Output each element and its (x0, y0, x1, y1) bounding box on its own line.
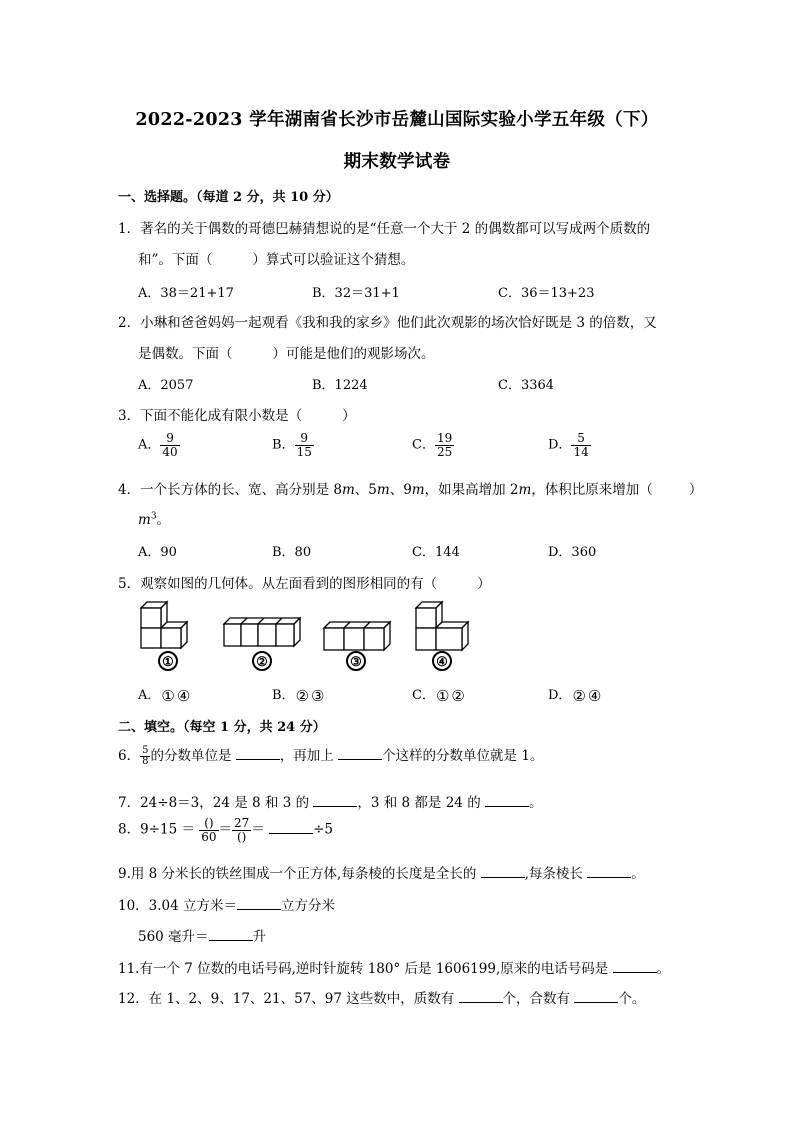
q3-text-b: ） (342, 408, 356, 424)
fraction: $\frac{5}{8}$ (142, 744, 149, 767)
question-3-options (138, 432, 698, 468)
question-4-options (138, 541, 698, 561)
figure-label-4: ④ (432, 651, 452, 671)
answer-blank[interactable] (481, 865, 525, 878)
cube-drawing (410, 600, 474, 652)
option-label: D． (548, 437, 572, 453)
question-10-line1 (118, 894, 688, 914)
q4-text: 4．一个长方体的长、宽、高分别是 8 (118, 482, 342, 498)
figure-label-2: ② (252, 651, 272, 671)
q4-text: 。 (156, 512, 171, 528)
unit-m: m (411, 482, 425, 498)
q6-number: 6． (118, 748, 141, 764)
figure-label-3: ③ (346, 651, 366, 671)
q4-text: 、9 (389, 482, 412, 498)
fraction: $\frac{()}{60}$ (201, 816, 217, 844)
question-5-options (138, 684, 698, 704)
option-a[interactable]: A．38＝21+17 (138, 286, 234, 301)
circled-number: ④ (587, 686, 602, 705)
answer-blank[interactable] (269, 821, 313, 834)
question-1-line1: 1．著名的关于偶数的哥德巴赫猜想说的是“任意一个大于 2 的偶数都可以写成两个质数的 (118, 221, 651, 237)
title-line1: 2022-2023 学年湖南省长沙市岳麓山国际实验小学五年级（下） (135, 110, 659, 130)
answer-blank[interactable] (613, 960, 657, 973)
q10-text: 立方分米 (281, 898, 336, 914)
option-b[interactable] (272, 684, 325, 703)
figure-label-1: ① (158, 651, 178, 671)
option-label: D． (548, 688, 572, 703)
fraction: $\frac{5}{14}$ (573, 431, 589, 459)
q6-text: 的分数单位是 (150, 748, 232, 764)
answer-blank[interactable] (485, 794, 529, 807)
q4-text: ） (688, 482, 703, 498)
cube-drawing (222, 612, 304, 652)
circled-number: ② (451, 686, 465, 705)
q8-text: ÷5 (313, 821, 334, 838)
q11-text: 11.有一个 7 位数的电话号码,逆时针旋转 180° 后是 1606199,原来的电话号码是 (118, 961, 609, 977)
answer-blank[interactable] (459, 990, 503, 1003)
fraction: $\frac{27}{()}$ (234, 816, 250, 844)
option-label: C． (412, 437, 435, 453)
question-4-line1 (118, 478, 703, 498)
q11-text: 。 (656, 961, 671, 977)
unit-m: m (138, 512, 151, 528)
option-label: A． (138, 688, 161, 703)
q10-text: 560 毫升＝ (138, 929, 209, 945)
q8-text: ＝ (218, 821, 233, 838)
answer-blank[interactable] (338, 747, 382, 760)
question-2-line1: 2．小琳和爸爸妈妈一起观看《我和我的家乡》他们此次观影的场次恰好既是 3 的倍数，又 (118, 315, 657, 331)
answer-blank[interactable] (587, 865, 631, 878)
fraction: $\frac{9}{15}$ (296, 431, 312, 459)
q4-text: ，如果高增加 2 (424, 482, 519, 498)
q2-text-b: ）可能是他们的观影场次。 (272, 346, 435, 362)
question-3 (118, 404, 688, 424)
q4-text: 、5 (354, 482, 377, 498)
question-6 (118, 744, 688, 768)
cube-drawing (133, 598, 197, 652)
option-c[interactable]: C．3364 (498, 378, 555, 393)
answer-blank[interactable] (313, 794, 357, 807)
q10-text: 升 (252, 929, 267, 945)
option-b[interactable]: B．32＝31+1 (312, 286, 400, 301)
answer-blank[interactable] (574, 990, 618, 1003)
unit-m: m (518, 482, 532, 498)
option-c[interactable] (412, 684, 466, 703)
question-8 (118, 817, 688, 843)
option-c[interactable]: C．36＝13+23 (498, 286, 595, 301)
question-12 (118, 987, 688, 1007)
unit-m: m (376, 482, 390, 498)
answer-blank[interactable] (209, 928, 253, 941)
option-c[interactable] (412, 432, 454, 458)
question-1-line2 (138, 248, 708, 268)
circled-number: ② (295, 686, 310, 705)
unit-m: m (341, 482, 355, 498)
q5-text-b: ） (477, 576, 491, 592)
answer-blank[interactable] (236, 747, 280, 760)
q5-text-a: 5．观察如图的几何体。从左面看到的图形相同的有（ (118, 576, 438, 592)
circled-number: ④ (176, 686, 191, 705)
option-a[interactable]: A．2057 (138, 378, 194, 393)
solid-figure-4 (410, 600, 474, 652)
q8-text: ＝ (251, 821, 265, 838)
option-label: B． (272, 688, 295, 703)
option-d[interactable] (548, 432, 591, 458)
circled-number: ③ (311, 686, 325, 705)
q8-text: 8．9÷15 ＝ (118, 821, 195, 838)
q12-text: 个，合数有 (502, 991, 571, 1007)
option-a[interactable] (138, 684, 191, 703)
solid-figure-1 (133, 598, 197, 652)
solid-figure-2 (222, 612, 304, 652)
q7-text: 7．24÷8＝3，24 是 8 和 3 的 (118, 795, 310, 811)
option-label: C． (412, 688, 435, 703)
q9-text: 。 (631, 866, 645, 882)
q3-text-a: 3．下面不能化成有限小数是（ (118, 408, 303, 424)
q6-text: ，再加上 (279, 748, 334, 764)
option-d[interactable] (548, 684, 602, 703)
q12-text: 12．在 1、2、9、17、21、57、97 这些数中，质数有 (118, 991, 455, 1007)
question-7 (118, 791, 688, 811)
q1-text-a: 和”。下面（ (138, 252, 213, 268)
q4-text: ，体积比原来增加（ (531, 482, 653, 498)
option-c[interactable]: C．144 (412, 545, 460, 560)
title-line2: 期末数学试卷 (343, 152, 451, 172)
q12-text: 个。 (618, 991, 646, 1007)
question-2-line2 (138, 342, 708, 362)
question-2-options (138, 374, 698, 394)
q7-text: ，3 和 8 都是 24 的 (357, 795, 481, 811)
option-label: A． (138, 437, 161, 453)
circled-number: ① (161, 686, 175, 705)
option-b[interactable] (272, 432, 314, 458)
q2-text-a: 是偶数。下面（ (138, 346, 233, 362)
option-label: B． (272, 437, 295, 453)
circled-number: ② (572, 686, 586, 705)
option-b[interactable]: B．80 (272, 545, 312, 560)
circled-number: ① (435, 686, 450, 705)
q6-text: 个这样的分数单位就是 1。 (382, 748, 544, 764)
option-d[interactable]: D．360 (548, 545, 597, 560)
q9-text: 9.用 8 分米长的铁丝围成一个正方体,每条棱的长度是全长的 (118, 866, 477, 882)
answer-blank[interactable] (237, 897, 281, 910)
section-2-heading: 二、填空。（每空 1 分，共 24 分） (118, 720, 326, 735)
q9-text: ,每条棱长 (524, 866, 583, 882)
q10-text: 10．3.04 立方米＝ (118, 898, 238, 914)
option-a[interactable]: A．90 (138, 545, 177, 560)
question-9 (118, 862, 688, 882)
question-5 (118, 572, 688, 592)
exponent: 3 (150, 511, 157, 522)
q1-text-b: ）算式可以验证这个猜想。 (252, 252, 415, 268)
question-4-line2 (138, 508, 708, 528)
section-1-heading: 一、选择题。（每道 2 分，共 10 分） (118, 190, 339, 205)
option-a[interactable] (138, 432, 180, 458)
fraction: $\frac{9}{40}$ (162, 431, 178, 459)
question-1-options (138, 282, 698, 302)
question-11 (118, 957, 688, 977)
q7-text: 。 (529, 795, 543, 811)
fraction: $\frac{19}{25}$ (436, 431, 453, 459)
question-10-line2 (138, 925, 708, 945)
option-b[interactable]: B．1224 (312, 378, 368, 393)
